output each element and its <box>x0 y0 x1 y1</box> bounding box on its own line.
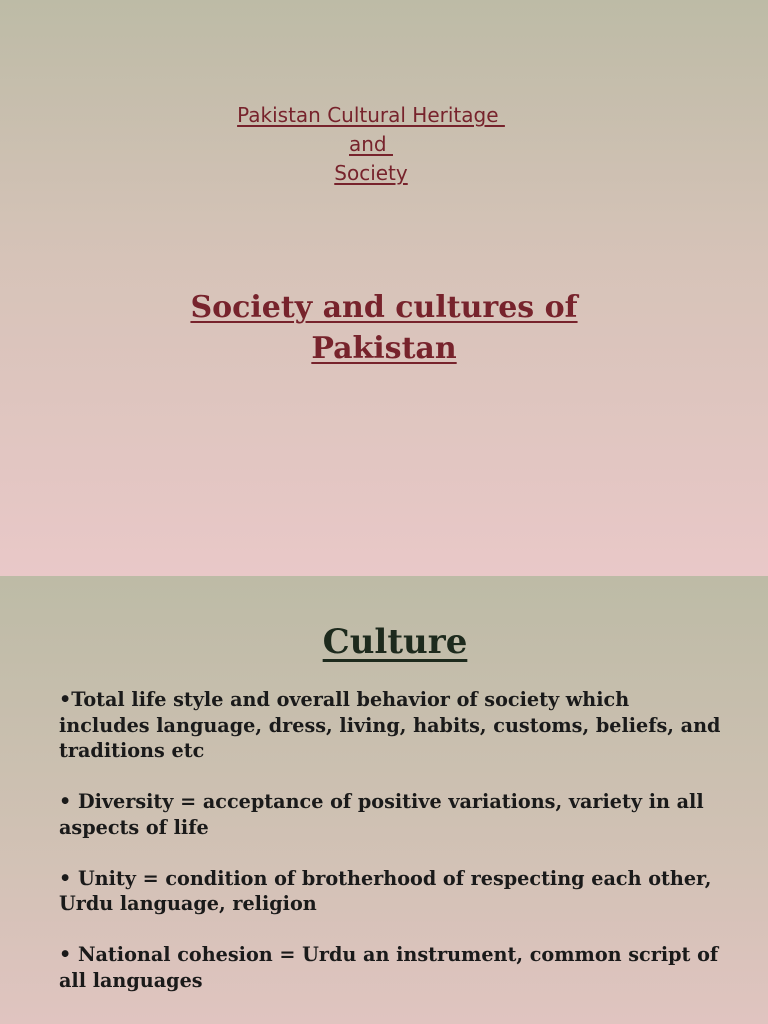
bullet-line: • National cohesion = Urdu an instrument, common script of <box>59 943 719 966</box>
bullet-line: Urdu language, religion <box>59 892 317 915</box>
bullet-line: • Diversity = acceptance of positive variations, variety in all <box>59 790 704 813</box>
culture-heading: Culture <box>322 622 468 662</box>
subtitle-line: and <box>349 132 393 156</box>
subtitle-line: Pakistan Cultural Heritage <box>237 103 505 127</box>
bullet-item <box>59 866 749 917</box>
bullet-item <box>59 687 749 764</box>
title-line: Pakistan <box>311 331 457 366</box>
bullet-item <box>59 942 749 993</box>
bullet-line: • Unity = condition of brotherhood of respecting each other, <box>59 866 712 890</box>
bullet-line: •Total life style and overall behavior of society which <box>59 688 630 711</box>
title-line: Society and cultures of <box>190 290 578 325</box>
subtitle-line: Society <box>334 161 408 185</box>
bullet-line: traditions etc <box>59 739 205 762</box>
bullet-line: includes language, dress, living, habits, customs, beliefs, and <box>59 713 721 737</box>
bullet-line: all languages <box>59 968 203 992</box>
bullet-line: aspects of life <box>59 815 209 839</box>
bullet-item <box>59 789 749 840</box>
course-subtitle <box>0 101 742 188</box>
slide-title <box>0 287 768 369</box>
culture-bullet-list <box>59 687 749 993</box>
